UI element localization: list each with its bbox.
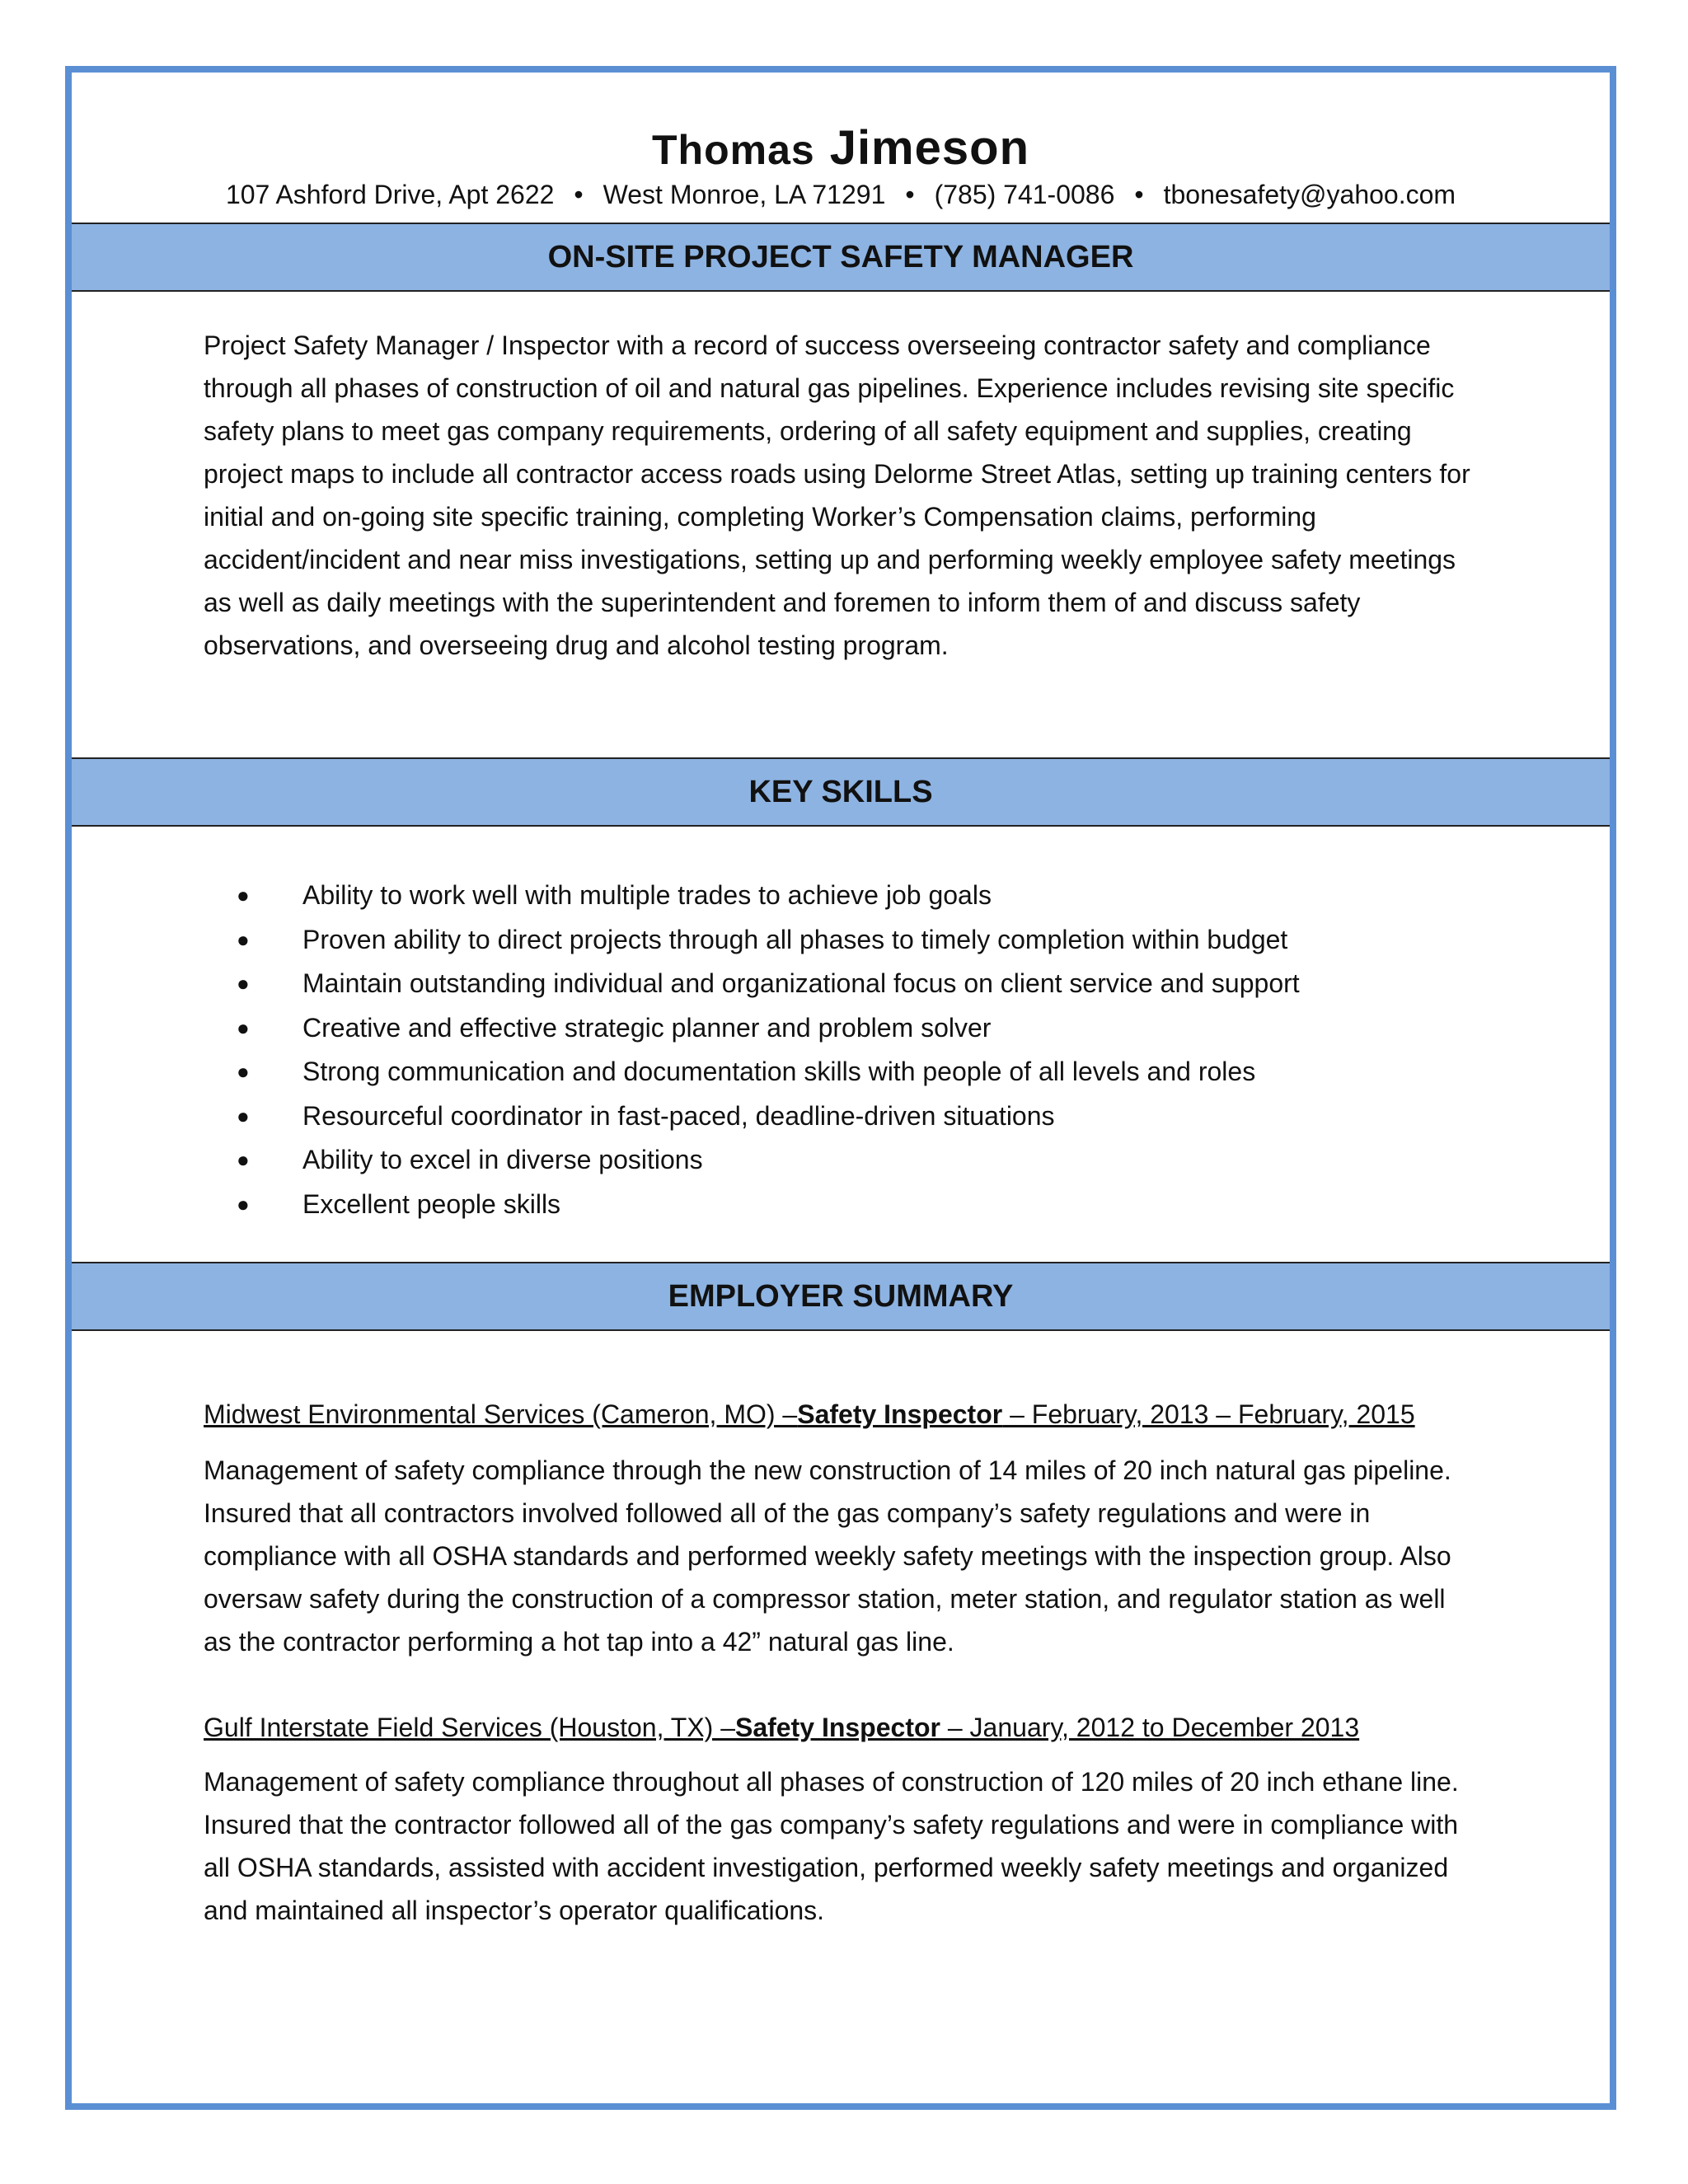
separator: •: [574, 180, 584, 209]
first-name: Thomas: [651, 127, 815, 173]
job-heading-2: [204, 1713, 1511, 1743]
list-item: ● Excellent people skills: [237, 1183, 1478, 1227]
job-role: Safety Inspector: [735, 1713, 940, 1742]
list-item: ● Ability to work well with multiple trades to achieve job goals: [237, 874, 1478, 918]
job-description-1: Management of safety compliance through the new construction of 14 miles of 20 inch natural gas pipeline. Insured that all contractors involved followed all of the gas company’s safety regulations and were in compliance with all OSHA standards and performed weekly safety meetings with the inspection group. Also oversaw safety during the construction of a compressor station, meter station, and regulator station as well as the contractor performing a hot tap into a 42” natural gas line.: [204, 1455, 1451, 1657]
professional-summary: Project Safety Manager / Inspector with a record of success overseeing contractor safety and compliance through all phases of construction of oil and natural gas pipelines. Experience includes revising site specific safety plans to meet gas company requirements, ordering of all safety equipment and supplies, creating project maps to include all contractor access roads using Delorme Street Atlas, setting up training centers for initial and on-going site specific training, completing Worker’s Compensation claims, performing accident/incident and near miss investigations, setting up and performing weekly employee safety meetings as well as daily meetings with the superintendent and foremen to inform them of and discuss safety observations, and overseeing drug and alcohol testing program.: [204, 330, 1470, 660]
contact-line: [72, 180, 1610, 210]
job-role: Safety Inspector: [797, 1399, 1003, 1429]
job-description-2: Management of safety compliance throughout all phases of construction of 120 miles of 20 inch ethane line. Insured that the contractor followed all of the gas company’s safety regulations and were in compliance with all OSHA standards, assisted with accident investigation, performed weekly safety meetings and organized and maintained all inspector’s operator qualifications.: [204, 1767, 1459, 1925]
list-item: ● Ability to excel in diverse positions: [237, 1138, 1478, 1183]
phone: (785) 741-0086: [934, 180, 1115, 209]
resume-page-border: [65, 66, 1616, 2110]
section-heading-skills: KEY SKILLS: [72, 757, 1610, 827]
bullet: ●: [237, 1059, 250, 1084]
employer-name: Midwest Environmental Services (Cameron, MO) –: [204, 1399, 798, 1429]
job-heading-1: [204, 1399, 1511, 1430]
skills-list: [237, 874, 1478, 1226]
bullet: ●: [237, 1103, 250, 1128]
job-dates: – February, 2013 – February, 2015: [1002, 1399, 1415, 1429]
section-heading-employers: EMPLOYER SUMMARY: [72, 1262, 1610, 1331]
last-name: Jimeson: [829, 121, 1030, 175]
bullet: ●: [237, 883, 250, 907]
list-item: ● Strong communication and documentation skills with people of all levels and roles: [237, 1050, 1478, 1094]
job-dates: – January, 2012 to December 2013: [940, 1713, 1360, 1742]
address: 107 Ashford Drive, Apt 2622: [225, 180, 555, 209]
list-item: ● Creative and effective strategic planner and problem solver: [237, 1006, 1478, 1051]
separator: •: [905, 180, 915, 209]
list-item: ● Proven ability to direct projects through all phases to timely completion within budget: [237, 918, 1478, 963]
city: West Monroe, LA 71291: [603, 180, 886, 209]
bullet: ●: [237, 971, 250, 996]
employer-name: Gulf Interstate Field Services (Houston, TX) –: [204, 1713, 735, 1742]
section-heading-title: ON-SITE PROJECT SAFETY MANAGER: [72, 223, 1610, 292]
list-item: ● Resourceful coordinator in fast-paced, deadline-driven situations: [237, 1094, 1478, 1139]
email: tbonesafety@yahoo.com: [1163, 180, 1456, 209]
bullet: ●: [237, 1191, 250, 1216]
separator: •: [1134, 180, 1144, 209]
bullet: ●: [237, 1015, 250, 1040]
candidate-name: [72, 120, 1610, 176]
bullet: ●: [237, 1147, 250, 1172]
list-item: ● Maintain outstanding individual and organizational focus on client service and support: [237, 962, 1478, 1006]
bullet: ●: [237, 926, 250, 952]
